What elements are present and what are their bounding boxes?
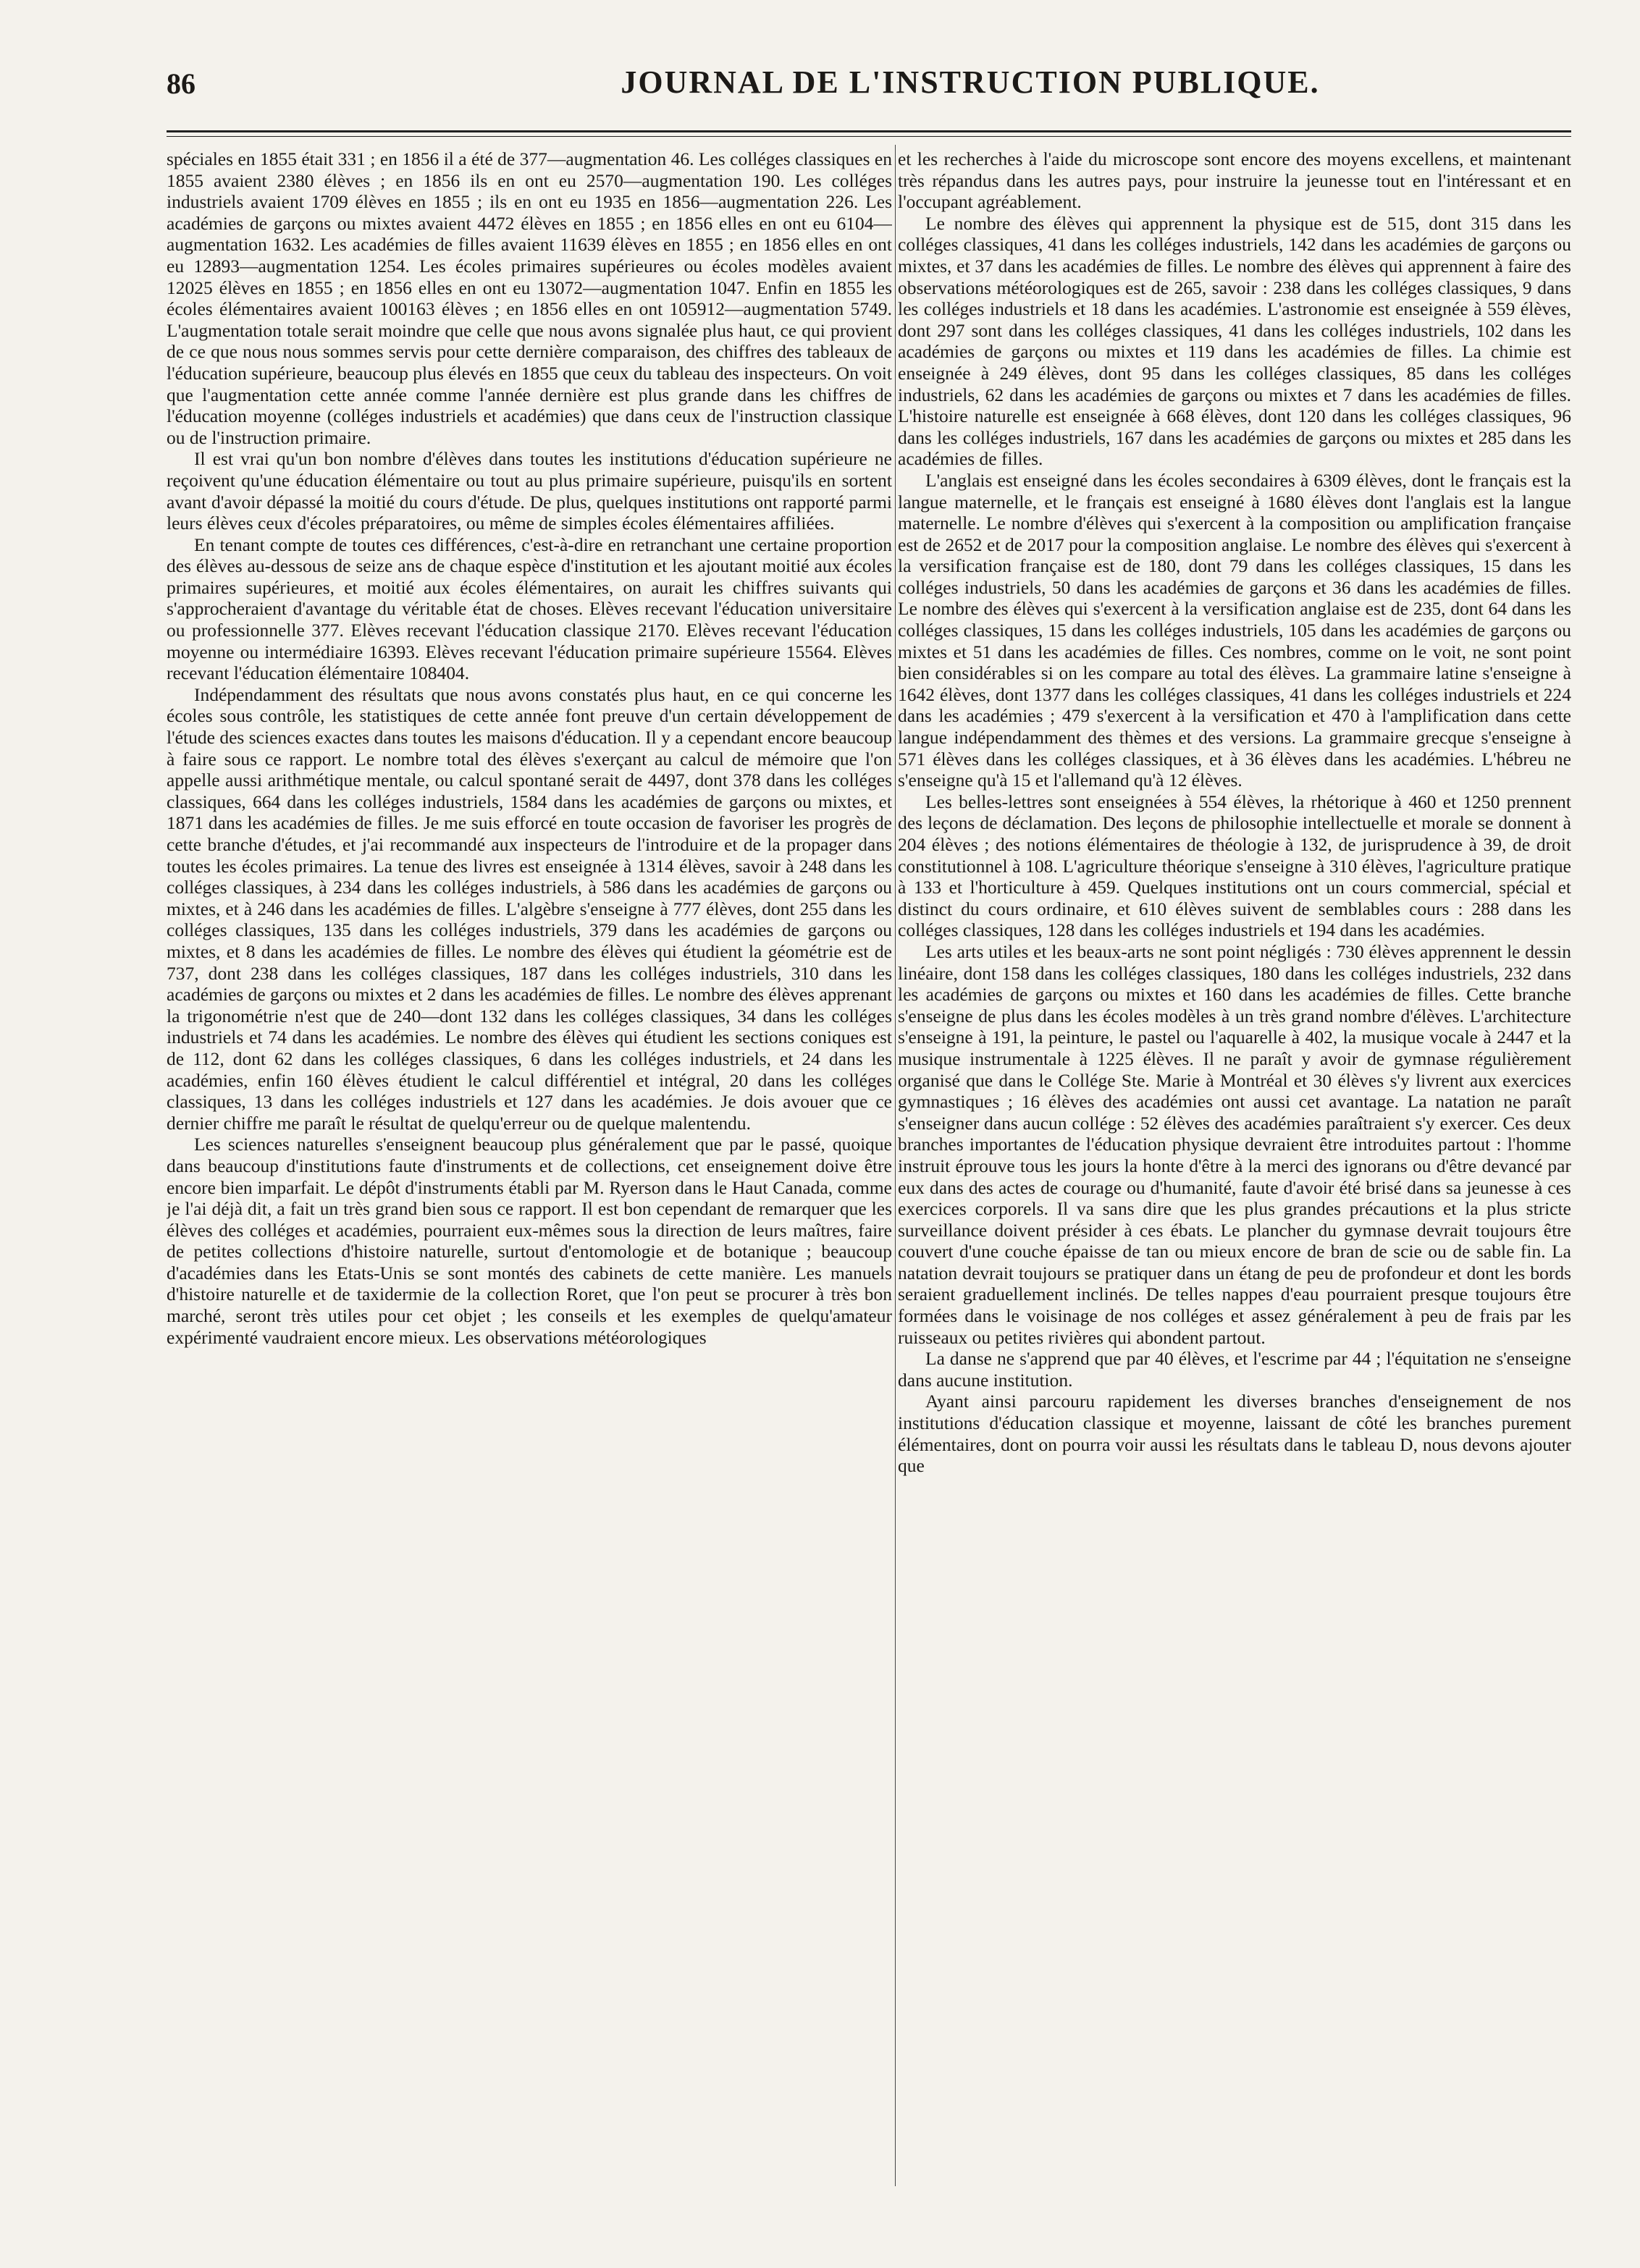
page-number: 86 [167,67,195,100]
right-paragraph: L'anglais est enseigné dans les écoles secondaires à 6309 élèves, dont le français est la langue maternelle, et le français est enseigné à 1680 élèves dont l'anglais est la langue maternelle. Le nombre d'élèves qui s'exercent à la composition ou amplification française est de 2652 et de 2017 pour la composition anglaise. Le nombre des élèves qui s'exercent à la versification française est de 180, dont 79 dans les colléges classiques, 15 dans les colléges industriels, 50 dans les académies de garçons et 36 dans les académies de filles. Le nombre des élèves qui s'exercent à la versification anglaise est de 235, dont 64 dans les colléges classiques, 15 dans les colléges industriels, 105 dans les académies de garçons ou mixtes et 51 dans les académies de filles. Ces nombres, comme on le voit, ne sont point bien considérables si on les compare au total des élèves. La grammaire latine s'enseigne à 1642 élèves, dont 1377 dans les colléges classiques, 41 dans les colléges industriels et 224 dans les académies ; 479 s'exercent à la versification et 470 à l'amplification dans cette langue indépendamment des thèmes et des versions. La grammaire grecque s'enseigne à 571 élèves dans les colléges classiques, et à 36 élèves dans les académies. L'hébreu ne s'enseigne qu'à 15 et l'allemand qu'à 12 élèves. [898,469,1571,791]
right-paragraph: Les belles-lettres sont enseignées à 554 élèves, la rhétorique à 460 et 1250 prennent des leçons de déclamation. Des leçons de philosophie intellectuelle et morale se donnent à 204 élèves ; des notions élémentaires de théologie à 132, de jurisprudence à 39, de droit constitutionnel à 108. L'agriculture théorique s'enseigne à 310 élèves, l'agriculture pratique à 133 et l'horticulture à 459. Quelques institutions ont un cours commercial, spécial et distinct du cours ordinaire, et 610 élèves suivent de semblables cours : 288 dans les colléges classiques, 128 dans les colléges industriels et 194 dans les académies. [898,791,1571,941]
column-divider [895,145,896,2186]
left-paragraph: En tenant compte de toutes ces différences, c'est-à-dire en retranchant une certaine proportion des élèves au-dessous de seize ans de chaque espèce d'institution et les ajoutant moitié aux écoles primaires supérieures, et moitié aux écoles élémentaires, on aurait les chiffres suivants qui s'approcheraient d'avantage du véritable état de choses. Elèves recevant l'éducation universitaire ou professionnelle 377. Elèves recevant l'éducation classique 2170. Elèves recevant l'éducation moyenne ou intermédiaire 16393. Elèves recevant l'éducation primaire supérieure 15564. Elèves recevant l'éducation élémentaire 108404. [167,534,892,684]
left-paragraph: Il est vrai qu'un bon nombre d'élèves dans toutes les institutions d'éducation supérieure ne reçoivent qu'une éducation élémentaire ou tout au plus primaire supérieure, puisqu'ils en sortent avant d'avoir dépassé la moitié du cours d'étude. De plus, quelques institutions ont rapporté parmi leurs élèves ceux d'écoles préparatoires, ou même de simples écoles élémentaires affiliées. [167,448,892,534]
header-rule [167,130,1571,137]
right-paragraph: Les arts utiles et les beaux-arts ne sont point négligés : 730 élèves apprennent le dessin linéaire, dont 158 dans les colléges classiques, 180 dans les colléges industriels, 232 dans les académies de garçons ou mixtes et 160 dans les académies de filles. Cette branche s'enseigne de plus dans les écoles modèles à un très grand nombre d'élèves. L'architecture s'enseigne à 191, la peinture, le pastel ou l'aquarelle à 402, la musique vocale à 2447 et la musique instrumentale à 1225 élèves. Il ne paraît y avoir de gymnase régulièrement organisé que dans le Collége Ste. Marie à Montréal et 30 élèves s'y livrent aux exercices gymnastiques ; 16 élèves des académies ont aussi cet avantage. La natation ne paraît s'enseigner dans aucun collége : 52 élèves des académies paraîtraient s'y exercer. Ces deux branches importantes de l'éducation physique devraient être introduites partout : l'homme instruit éprouve tous les jours la honte d'être à la merci des ignorans ou d'être devancé par eux dans des actes de courage ou d'humanité, faute d'avoir été brisé dans sa jeunesse à ces exercices corporels. Il va sans dire que les plus grandes précautions et la plus stricte surveillance doivent présider à ces ébats. Le plancher du gymnase devrait toujours être couvert d'une couche épaisse de tan ou mieux encore de bran de scie ou de sable fin. La natation devrait toujours se pratiquer dans un étang de peu de profondeur et dont les bords seraient graduellement inclinés. De telles nappes d'eau pourraient presque toujours être formées dans le voisinage de nos colléges et assez généralement à peu de frais par les ruisseaux ou petites rivières qui abondent partout. [898,940,1571,1348]
right-paragraph: Le nombre des élèves qui apprennent la physique est de 515, dont 315 dans les colléges classiques, 41 dans les colléges industriels, 142 dans les académies de garçons ou mixtes, et 37 dans les académies de filles. Le nombre des élèves qui apprennent à faire des observations météorologiques est de 265, savoir : 238 dans les colléges classiques, 9 dans les colléges industriels et 18 dans les académies. L'astronomie est enseignée à 559 élèves, dont 297 sont dans les colléges classiques, 41 dans les colléges industriels, 102 dans les académies de garçons ou mixtes et 119 dans les académies de filles. La chimie est enseignée à 249 élèves, dont 95 dans les colléges classiques, 85 dans les colléges industriels, 62 dans les académies de garçons ou mixtes et 7 dans les académies de filles. L'histoire naturelle est enseignée à 668 élèves, dont 120 dans les colléges classiques, 96 dans les colléges industriels, 167 dans les académies de garçons ou mixtes et 285 dans les académies de filles. [898,212,1571,470]
left-paragraph: Indépendamment des résultats que nous avons constatés plus haut, en ce qui concerne les écoles sous contrôle, les statistiques de cette année font preuve d'un certain développement de l'étude des sciences exactes dans toutes les maisons d'éducation. Il y a cependant encore beaucoup à faire sous ce rapport. Le nombre total des élèves s'exerçant au calcul de mémoire que l'on appelle aussi arithmétique mentale, ou calcul spontané serait de 4497, dont 378 dans les colléges classiques, 664 dans les colléges industriels, 1584 dans les académies de garçons ou mixtes, et 1871 dans les académies de filles. Je me suis efforcé en toute occasion de favoriser les progrès de cette branche d'études, et j'ai recommandé aux inspecteurs de l'introduire et de la propager dans toutes les écoles primaires. La tenue des livres est enseignée à 1314 élèves, savoir à 248 dans les colléges classiques, à 234 dans les colléges industriels, à 586 dans les académies de garçons ou mixtes, et à 246 dans les académies de filles. L'algèbre s'enseigne à 777 élèves, dont 255 dans les colléges classiques, 135 dans les colléges industriels, 379 dans les académies de garçons ou mixtes, et 8 dans les académies de filles. Le nombre des élèves qui étudient la géométrie est de 737, dont 238 dans les colléges classiques, 187 dans les colléges industriels, 310 dans les académies de garçons ou mixtes et 2 dans les académies de filles. Le nombre des élèves apprenant la trigonométrie n'est que de 240—dont 132 dans les colléges classiques, 34 dans les colléges industriels et 74 dans les académies. Le nombre des élèves qui étudient les sections coniques est de 112, dont 62 dans les colléges classiques, 6 dans les colléges industriels, et 24 dans les académies, enfin 160 élèves étudient le calcul différentiel et intégral, 20 dans les colléges classiques, 13 dans les colléges industriels et 127 dans les académies. Je dois avouer que ce dernier chiffre me paraît le résultat de quelqu'erreur ou de quelque malentendu. [167,683,892,1134]
page-header [167,64,1571,107]
right-paragraph: et les recherches à l'aide du microscope sont encore des moyens excellens, et maintenant très répandus dans les autres pays, pour instruire la jeunesse tout en l'intéressant et en l'occupant agréablement. [898,148,1571,213]
left-paragraph: spéciales en 1855 était 331 ; en 1856 il a été de 377—augmentation 46. Les colléges classiques en 1855 avaient 2380 élèves ; en 1856 ils en ont eu 2570—augmentation 190. Les colléges industriels avaient 1709 élèves en 1855 ; ils en ont eu 1935 en 1856—augmentation 226. Les académies de garçons ou mixtes avaient 4472 élèves en 1855 ; en 1856 elles en ont eu 6104—augmentation 1632. Les académies de filles avaient 11639 élèves en 1855 ; en 1856 elles en ont eu 12893—augmentation 1254. Les écoles primaires supérieures ou écoles modèles avaient 12025 élèves en 1855 ; en 1856 elles en ont eu 13072—augmentation 1047. Enfin en 1855 les écoles élémentaires avaient 100163 élèves ; en 1856 elles en ont 105912—augmentation 5749. L'augmentation totale serait moindre que celle que nous avons signalée plus haut, ce qui provient de ce que nous nous sommes servis pour cette dernière comparaison, des chiffres des tableaux de l'éducation supérieure, beaucoup plus élevés en 1855 que ceux du tableau des inspecteurs. On voit que l'augmentation cette année comme l'année dernière est plus grande dans les chiffres de l'éducation moyenne (colléges industriels et académies) que dans ceux de l'instruction classique ou de l'instruction primaire. [167,148,892,448]
right-column [898,148,1571,2190]
right-paragraph: Ayant ainsi parcouru rapidement les diverses branches d'enseignement de nos institutions d'éducation classique et moyenne, laissant de côté les branches purement élémentaires, dont on pourra voir aussi les résultats dans le tableau D, nous devons ajouter que [898,1391,1571,1477]
right-paragraph: La danse ne s'apprend que par 40 élèves, et l'escrime par 44 ; l'équitation ne s'enseigne dans aucune institution. [898,1348,1571,1391]
running-title: JOURNAL DE L'INSTRUCTION PUBLIQUE. [621,64,1320,100]
left-column [167,148,892,2190]
left-paragraph: Les sciences naturelles s'enseignent beaucoup plus généralement que par le passé, quoique dans beaucoup d'institutions faute d'instruments et de collections, cet enseignement doive être encore bien imparfait. Le dépôt d'instruments établi par M. Ryerson dans le Haut Canada, comme je l'ai déjà dit, a fait un très grand bien sous ce rapport. Il est bon cependant de remarquer que les élèves des colléges et académies, pourraient eux-mêmes sous la direction de leurs maîtres, faire de petites collections d'histoire naturelle, surtout d'entomologie et de botanique ; beaucoup d'académies dans les Etats-Unis se sont montés des cabinets de cette manière. Les manuels d'histoire naturelle et de taxidermie de la collection Roret, que l'on peut se procurer à très bon marché, seront très utiles pour cet objet ; les conseils et les exemples de quelqu'amateur expérimenté vaudraient encore mieux. Les observations météorologiques [167,1134,892,1348]
